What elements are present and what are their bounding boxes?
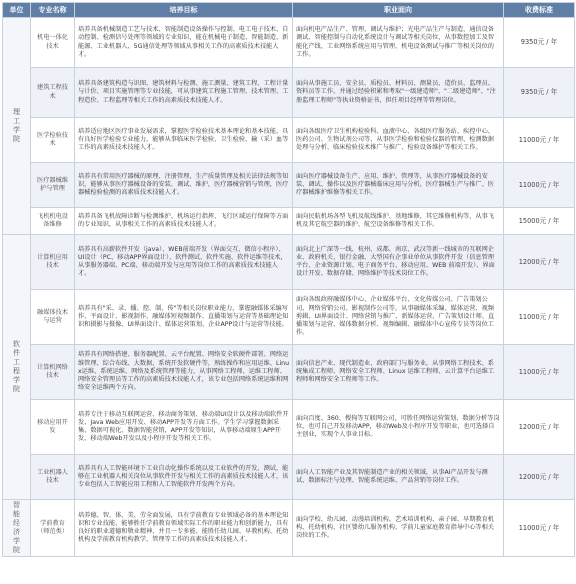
fee-cell: 9350元 / 年 [504,18,575,68]
major-cell: 医疗器械维护与管理 [31,163,75,208]
unit-cell-economy: 智能经济学院 [3,500,31,557]
table-row [3,455,575,500]
career-cell: 面向机电产品生产、管理、调试与维护；光电产品生产与制造、通信设备调试、智能控制与自动化系统设计与调试等相关岗位，从事数控加工及智能化产线、工业网络系统应用与管理、机电设备测试与推广等相关岗位的工作。 [293,18,504,68]
goal-cell: 培养专注于移动互联网运营、移动商务策划、移动端UI设计以及移动端软件开发、Java Web应用开发、移动APP开发等方面工作。学生学习掌握数据采集、数据可视化、数据智能营销，APP开发等知识，从事移动端原生APP开发、移动端Web开发以及小程序开发等相关工作。 [75,400,293,455]
major-cell: 学前教育（师范类） [31,500,75,557]
unit-cell-software: 软件工程学院 [3,235,31,500]
table-row [3,400,575,455]
major-cell: 计算机应用技术 [31,235,75,290]
unit-cell-engineering: 理工学院 [3,18,31,235]
table-row [3,235,575,290]
header-unit: 单位 [3,3,31,18]
career-cell: 面向信息产业、现代制造业、政府部门与服务业，从事网络工程技术、系统集成工程师、网络安全工程师、Linux 运维工程师、云计算平台运维工程师和网络安全工程师等工作。 [293,345,504,400]
major-cell: 建筑工程技术 [31,68,75,118]
header-fee: 收费标准 [504,3,575,18]
career-cell: 面向北上广深等一线、杭州、成都、南京、武汉等新一线城市的互联网企业、政府机关、银行金融、大型国有企事业单位从事软件开发（信息管理平台、企业资源计划、电子商务平台、移动应用、WEB 前端开发）、界面设计开发、数据存储、网络维护等技术岗位工作。 [293,235,504,290]
goal-cell: 培养具备机械制造工艺与技术、智能制造设备操作与控制、电工电子技术、自动控制、检测信号处理等领域的专业知识，能在机械电子制造、智能制造、新能源、工业机器人、5G通信处理等领域从事相关工作的高素质技术技能人才。 [75,18,293,68]
header-major: 专业名称 [31,3,75,18]
enrollment-table [2,2,575,557]
fee-cell: 12000元 / 年 [504,235,575,290]
table-row [3,500,575,557]
table-row [3,163,575,208]
goal-cell: 培养具有常用医疗器械的原理、注册管理、生产质量管理及相关法律法规等知识，能够从事医疗器械设备的安装、调试、维护，医疗器械营销与管理，医疗器械检验检测的高素质技术技能人才。 [75,163,293,208]
career-cell: 面向医疗器械设备生产、应用、维护、管理等，从事医疗器械设备的安装、调试、操作以及医疗器械临床应用与分析，医疗器械生产与推广、医疗器械维护维修等相关工作。 [293,163,504,208]
career-cell: 面向学校、幼儿园、动漫培训机构、艺术培训机构、亲子园、早期教育机构、托幼机构、社区婴幼儿服务机构、学前儿童家庭教育指导中心等相关岗位的工作。 [293,500,504,557]
major-cell: 医学检验技术 [31,118,75,163]
header-goal: 培养目标 [75,3,293,18]
fee-cell: 15000元 / 年 [504,208,575,235]
fee-cell: 11000元 / 年 [504,163,575,208]
major-cell: 移动应用开发 [31,400,75,455]
goal-cell: 培养具有网络搭建、服务器配置、云平台配置、网络安全软硬件部署、网络运维管理、综合布线、大数据、系统开发软硬件等，熟练操作和应用运维、Linux运维、系统运维、网络及系统管理等能力，从事网络工程师、运维工程师、网络安全管理员等工作的高素质技术技能人才，该专业包括网络系统运维和网络安全运维两个方向。 [75,345,293,400]
table-row [3,118,575,163]
table-header-row [3,3,575,18]
career-cell: 面向百度、360、搜狗等互联网公司，可胜任网络运营策划、数据分析等岗位，也可自己开发移动APP，移动Web及小程序开发等职业，也可选择自主创业，实现个人事业目标。 [293,400,504,455]
goal-cell: 培养具有人工智能环境下工业自动化操作系统以及工业软件的开发、测试，能够在工业机器人相关岗位从事软件开发与相关工作的高素质技术技能人才，该专业包括人工智能应用工程和人工智能软件开发两个方向。 [75,455,293,500]
goal-cell: 培养具有"采、录、播、控、制、传"等相关岗位职业能力，掌握融媒体采编写作、平面设计、影视制作、融媒体短视频制作、直播策划与运营等基础理论知识和摄影与摄像、UI界面设计、媒体运营策划、企业APP设计与运营等技能。 [75,290,293,345]
goal-cell: 培养适应地区医疗事业发展需求，掌握医学检验技术基本理论和基本技能，具有良好医学检验专业能力，能够从事临床医学检验、卫生检验、输（采）血等工作的高素质技术技能人才。 [75,118,293,163]
header-career: 职业面向 [293,3,504,18]
goal-cell: 培养具有高薪软件开发（java）、WEB前端开发（界面交互、微信小程序）、UI设计（PC、移动APP界面设计）、软件测试、软件实施、软件运维等技术，从事服务器端、PC端、移动端开发与应用等岗位工作的高素质技术技能人才。 [75,235,293,290]
career-cell: 面向人工智能产业及其智能制造产业的相关领域，从事AI产品开发与测试、数据标注与处理、智能系统运维、产品营销等岗位工作。 [293,455,504,500]
table-row [3,290,575,345]
fee-cell: 9350元 / 年 [504,68,575,118]
major-cell: 飞机机电设备维修 [31,208,75,235]
career-cell: 面向从事施工员、安全员、质检员、材料员、测量员、造价员、监理员、资料员等工作，并通过经验积累和考取"一级建造师"、"二级建造师"、"注册监理工程师"等执业资格证书，担任项目经理等管理岗位。 [293,68,504,118]
major-cell: 融媒体技术与运营 [31,290,75,345]
career-cell: 面向民航机场各型飞机及航线维护、基地维修，其它维修机构等，从事飞机及其它航空器的维护、航空设备维修等相关工作。 [293,208,504,235]
major-cell: 计算机网络技术 [31,345,75,400]
fee-cell: 11000元 / 年 [504,118,575,163]
table-row [3,18,575,68]
fee-cell: 12000元 / 年 [504,455,575,500]
goal-cell: 培养具备飞机故障诊断与检测维护、机场运行指挥、飞行区域运行保障等方面的专业知识，从事相关工作的高素质技术技能人才。 [75,208,293,235]
career-cell: 面向各级政府融媒体中心、企业媒体平台、文化传媒公司、广告策划公司、网络营销公司、影视制作公司等，从事融媒体采编、媒体运营、视频剪辑、UI界面设计、网络营销与推广、新媒体运营、广告策划设计师、直播策划与运营、媒体数据分析、视频编辑、融媒体中心宣传专员等岗位工作。 [293,290,504,345]
major-cell: 机电一体化技术 [31,18,75,68]
goal-cell: 培养具备建筑构造与识图、建筑材料与检测、施工测量、建筑工程、工程计量与计价、项目实施管理等专业技能，可从事建筑工程施工管理、技术管理、工程造价、工程监理等相关工作的高素质技术技能人才。 [75,68,293,118]
fee-cell: 11000元 / 年 [504,345,575,400]
fee-cell: 12000元 / 年 [504,400,575,455]
major-cell: 工业机器人技术 [31,455,75,500]
career-cell: 面向各级医疗卫生机构检验科、血液中心、各级医疗服务站、疾控中心、医药公司、生物试剂公司等，从事医学检验和检验仪器的管理、检测数据处理与分析、临床检验技术推广与推广、检验设备维护等相关工作。 [293,118,504,163]
table-row [3,68,575,118]
fee-cell: 11000元 / 年 [504,500,575,557]
table-row [3,208,575,235]
table-row [3,345,575,400]
goal-cell: 培养德、智、体、美、劳全面发展，具有学前教育专业领域必备的基本理论知识和专业技能，能够胜任学前教育领域实际工作的职业能力和创新能力，具有良好的职业道德和敬业精神，并且一专多能、能胜任幼儿园、早教机构、托幼机构及学前教育机构教学、管理等工作的高素质技术技能人才。 [75,500,293,557]
fee-cell: 11000元 / 年 [504,290,575,345]
